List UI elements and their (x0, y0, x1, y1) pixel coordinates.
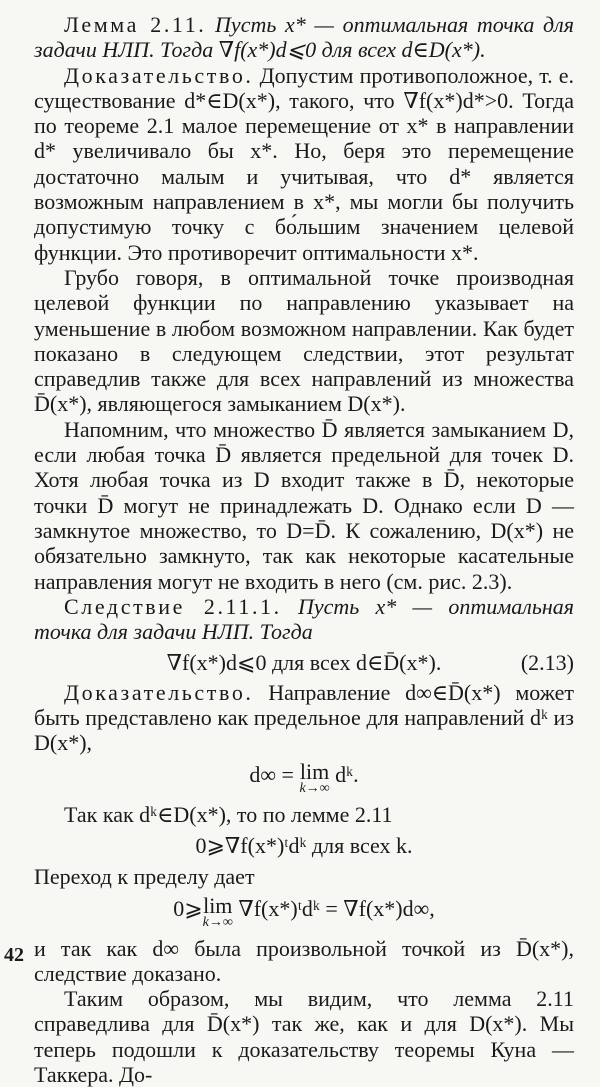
equation-2-13-expr: ∇f(x*)d⩽0 для всех d∈D̄(x*). (166, 650, 442, 676)
limit-subscript: k→∞ (299, 780, 330, 796)
proof2-paragraph (34, 680, 574, 756)
equation-limit2-rhs: ∇f(x*)ᵗdᵏ = ∇f(x*)d∞, (232, 895, 435, 921)
equation-2-13 (34, 650, 574, 675)
passing-line: Переход к пределу дает (34, 864, 255, 890)
equation-limit-rhs: dᵏ. (329, 761, 359, 787)
limit2-operator (202, 892, 233, 930)
proof-paragraph (34, 63, 574, 265)
corollary-heading: Следствие 2.11.1. (64, 593, 282, 619)
lemma-heading: Лемма 2.11. (64, 12, 207, 37)
lemma-paragraph (34, 12, 574, 63)
equation-limit-lhs: d∞ = (249, 761, 300, 787)
equation-limit2 (34, 892, 574, 930)
equation-inequality: 0⩾∇f(x*)ᵗdᵏ для всех k. (195, 832, 413, 858)
proof-heading: Доказательство. (64, 62, 254, 88)
limit-operator (299, 758, 330, 796)
lemma-text: Пусть x* — оптимальная точка для задачи НЛП. Тогда ∇f(x*)d⩽0 для всех d∈D(x*). (34, 12, 575, 63)
rough-paragraph: Грубо говоря, в оптимальной точке производная целевой функции по направлению указывает на уменьшение в любом возможном направлении. Как будет показано в следующем следствии, этот результат справедлив также для всех направлений из множества D̄(x*), являющегося замыканием D(x*). (34, 264, 574, 417)
thus-paragraph: Таким образом, мы видим, что лемма 2.11 справедлива для D̄(x*) так же, как и для D(x*). Мы теперь подошли к доказательству теоремы Куна — Таккера. До- (34, 986, 574, 1087)
corollary-text: Пусть x* — оптимальная точка для задачи НЛП. Тогда (34, 593, 574, 645)
limit-word: lim (299, 758, 330, 784)
proof2-heading: Доказательство. (64, 679, 254, 705)
equation-limit (34, 758, 574, 796)
equation-limit2-lhs: 0⩾ (173, 895, 203, 921)
equation-2-13-number: (2.13) (520, 650, 574, 676)
page-content (34, 12, 574, 1087)
limit2-subscript: k→∞ (202, 914, 233, 930)
proof-text: Допустим противоположное, т. е. существование d*∈D(x*), такого, что ∇f(x*)d*>0. Тогда по теореме 2.1 малое перемещение от x* в направлении d* увеличивало бы x*. Но, беря это перемещение достаточно малым и учитывая, что d* является возможным направлением в x*, мы могли бы получить допустимую точку с бо́льшим значением целевой функции. Это противоречит оптимальности x*. (34, 62, 575, 265)
recall-paragraph: Напомним, что множество D̄ является замыканием D, если любая точка D̄ является предельной для точек D. Хотя любая точка из D входит также в D̄, некоторые точки D̄ могут не принадлежать D. Однако если D — замкнутое множество, то D=D̄. К сожалению, D(x*) не обязательно замкнуто, так как некоторые касательные направления могут не входить в него (см. рис. 2.3). (34, 416, 574, 594)
final-paragraph: и так как d∞ была произвольной точкой из D̄(x*), следствие доказано. (34, 935, 574, 986)
limit2-word: lim (203, 892, 233, 918)
corollary-paragraph (34, 594, 574, 645)
page-number: 42 (4, 944, 24, 966)
since-line: Так как dᵏ∈D(x*), то по лемме 2.11 (64, 801, 393, 827)
proof2-text: Направление d∞∈D̄(x*) может быть представлено как предельное для направлений dᵏ из D(x*), (34, 679, 574, 756)
